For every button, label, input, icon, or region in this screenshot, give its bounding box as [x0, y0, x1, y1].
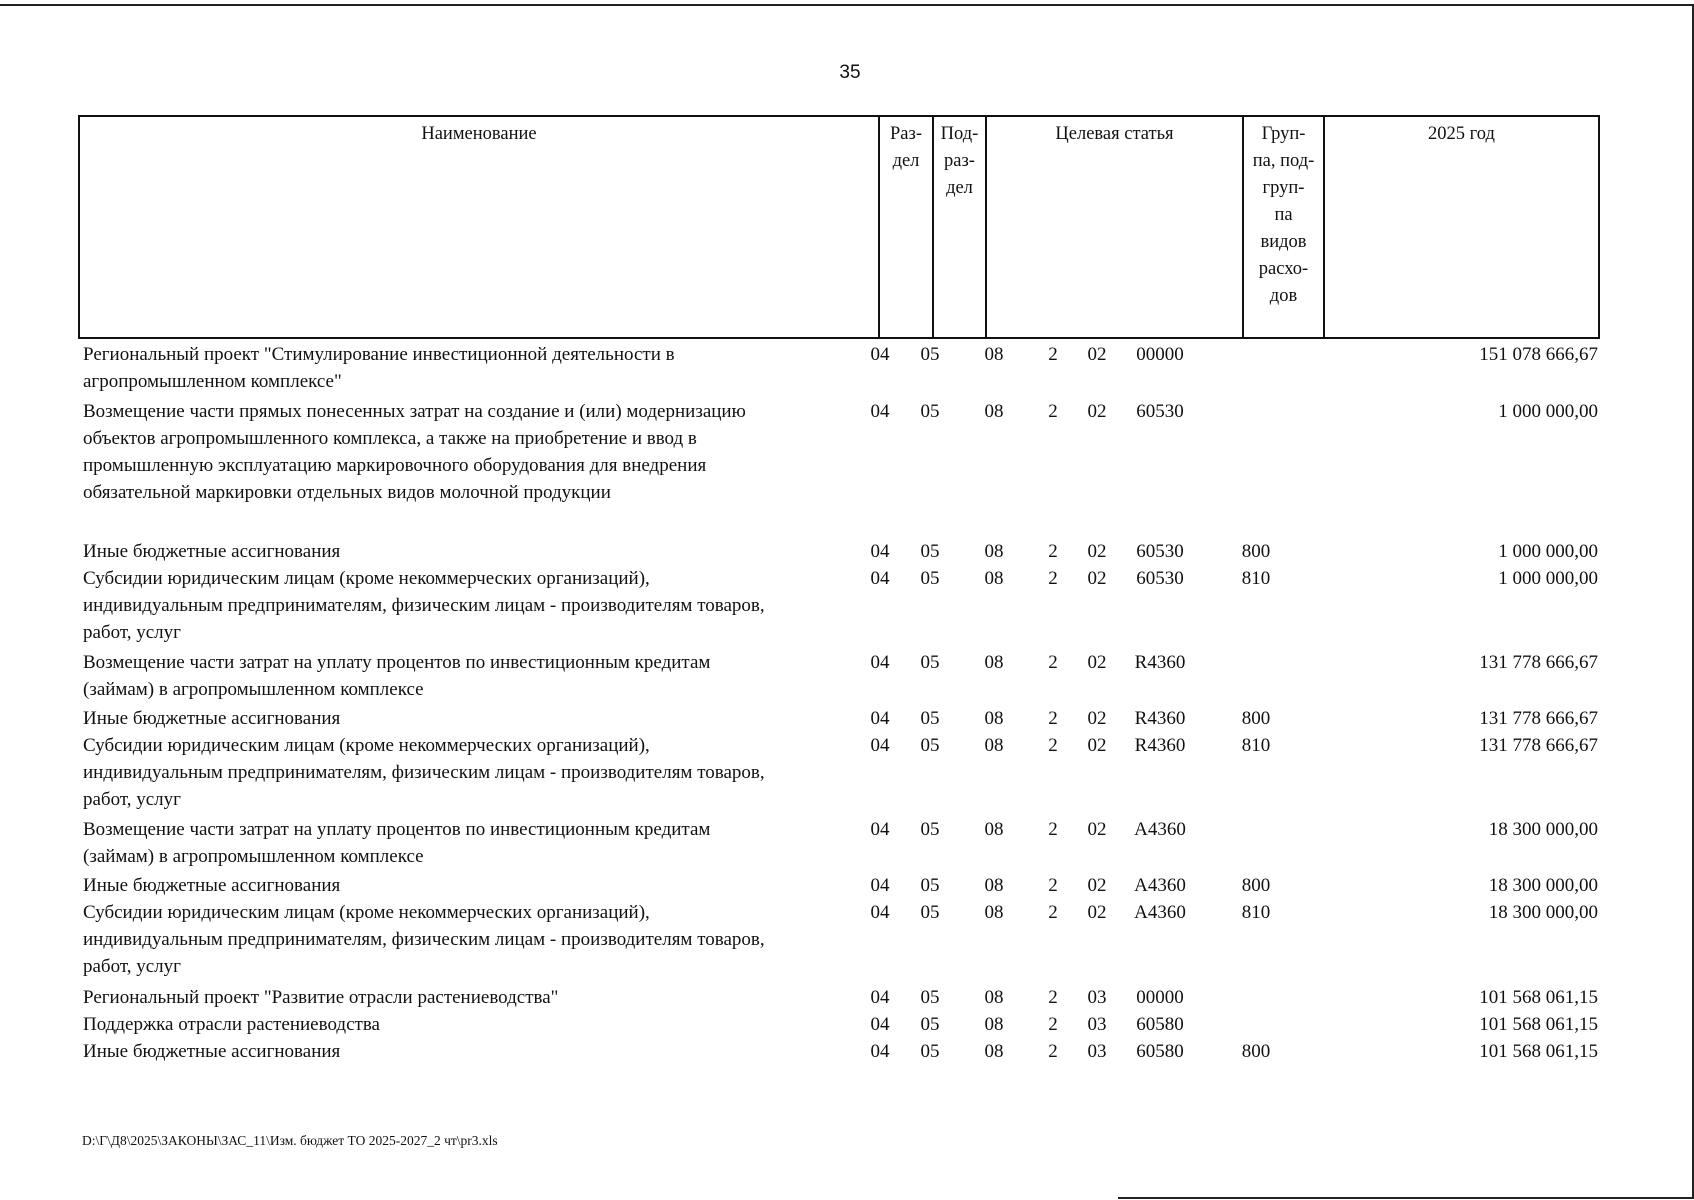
- cell-c1: 08: [984, 819, 1004, 840]
- row-name-line: Иные бюджетные ассигнования: [83, 708, 341, 729]
- row-name: [83, 984, 873, 1011]
- cell-amount: 18 300 000,00: [1488, 819, 1598, 840]
- header-group-line: груп-: [1262, 178, 1305, 198]
- row-name-line: Иные бюджетные ассигнования: [83, 1041, 341, 1062]
- cell-c3: 02: [1087, 401, 1107, 422]
- row-name: [83, 899, 873, 980]
- cell-c2: 2: [1048, 708, 1058, 729]
- header-name: [80, 117, 878, 337]
- row-name: [83, 341, 873, 395]
- cell-pr: 05: [920, 735, 940, 756]
- file-path-footer: D:\Г\Д8\2025\ЗАКОНЫ\ЗАС_11\Изм. бюджет ТО 2025-2027_2 чт\pr3.xls: [82, 1133, 498, 1148]
- row-name-line: агропромышленном комплексе": [83, 371, 342, 392]
- row-name: [83, 649, 873, 703]
- cell-amount: 101 568 061,15: [1479, 1014, 1598, 1035]
- cell-amount: 151 078 666,67: [1479, 344, 1598, 365]
- cell-c1: 08: [984, 541, 1004, 562]
- cell-c3: 02: [1087, 875, 1107, 896]
- cell-rz: 04: [870, 568, 890, 589]
- row-name-line: обязательной маркировки отдельных видов молочной продукции: [83, 482, 611, 503]
- scan-border-bottom: [1118, 1197, 1694, 1199]
- page-number: 35: [839, 62, 861, 83]
- cell-c4: R4360: [1134, 652, 1186, 673]
- row-name-line: (займам) в агропромышленном комплексе: [83, 846, 424, 867]
- row-name-line: промышленную эксплуатацию маркировочного оборудования для внедрения: [83, 455, 707, 476]
- cell-c1: 08: [984, 1041, 1004, 1062]
- cell-c3: 02: [1087, 652, 1107, 673]
- cell-c1: 08: [984, 987, 1004, 1008]
- cell-rz: 04: [870, 344, 890, 365]
- cell-c2: 2: [1048, 875, 1058, 896]
- cell-amount: 1 000 000,00: [1498, 568, 1598, 589]
- cell-amount: 101 568 061,15: [1479, 987, 1598, 1008]
- cell-rz: 04: [870, 875, 890, 896]
- row-name-line: (займам) в агропромышленном комплексе: [83, 679, 424, 700]
- cell-c3: 03: [1087, 1014, 1107, 1035]
- cell-c3: 02: [1087, 541, 1107, 562]
- row-name-line: индивидуальным предпринимателям, физическим лицам - производителям товаров,: [83, 929, 765, 950]
- row-name-line: Субсидии юридическим лицам (кроме некоммерческих организаций),: [83, 735, 650, 756]
- row-name-line: индивидуальным предпринимателям, физическим лицам - производителям товаров,: [83, 595, 765, 616]
- header-group-line: па: [1274, 205, 1293, 225]
- header-razdel-line: дел: [892, 151, 920, 171]
- cell-c4: 00000: [1136, 987, 1184, 1008]
- scan-border-top: [0, 4, 1694, 6]
- cell-c1: 08: [984, 344, 1004, 365]
- cell-rz: 04: [870, 652, 890, 673]
- row-name: [83, 1011, 873, 1038]
- cell-c4: 60530: [1136, 401, 1184, 422]
- cell-vr: 800: [1241, 875, 1271, 896]
- cell-c1: 08: [984, 401, 1004, 422]
- row-name-line: работ, услуг: [83, 622, 181, 643]
- cell-c4: 00000: [1136, 344, 1184, 365]
- cell-rz: 04: [870, 1014, 890, 1035]
- header-podrazdel-line: раз-: [944, 151, 975, 171]
- row-name: [83, 816, 873, 870]
- cell-c4: R4360: [1134, 735, 1186, 756]
- cell-c2: 2: [1048, 735, 1058, 756]
- cell-rz: 04: [870, 1041, 890, 1062]
- cell-c1: 08: [984, 735, 1004, 756]
- cell-c1: 08: [984, 568, 1004, 589]
- row-name-line: работ, услуг: [83, 789, 181, 810]
- cell-vr: 810: [1241, 568, 1271, 589]
- cell-c1: 08: [984, 708, 1004, 729]
- cell-c3: 02: [1087, 568, 1107, 589]
- cell-amount: 18 300 000,00: [1488, 902, 1598, 923]
- cell-amount: 131 778 666,67: [1479, 652, 1598, 673]
- cell-c4: 60530: [1136, 568, 1184, 589]
- row-name-line: Иные бюджетные ассигнования: [83, 541, 341, 562]
- table-header: [78, 115, 1600, 339]
- cell-amount: 101 568 061,15: [1479, 1041, 1598, 1062]
- cell-rz: 04: [870, 541, 890, 562]
- header-year-label: 2025 год: [1428, 124, 1495, 144]
- cell-c4: A4360: [1134, 819, 1186, 840]
- header-year: [1323, 117, 1598, 337]
- row-name-line: работ, услуг: [83, 956, 181, 977]
- header-podrazdel-line: Под-: [940, 124, 979, 144]
- row-name-line: Поддержка отрасли растениеводства: [83, 1014, 380, 1035]
- cell-amount: 18 300 000,00: [1488, 875, 1598, 896]
- cell-rz: 04: [870, 735, 890, 756]
- row-name-line: Субсидии юридическим лицам (кроме некоммерческих организаций),: [83, 568, 650, 589]
- cell-vr: 800: [1241, 1041, 1271, 1062]
- cell-rz: 04: [870, 987, 890, 1008]
- row-name: [83, 398, 873, 506]
- cell-pr: 05: [920, 344, 940, 365]
- row-name: [83, 1038, 873, 1065]
- cell-c2: 2: [1048, 652, 1058, 673]
- header-razdel-line: Раз-: [890, 124, 922, 144]
- row-name-line: объектов агропромышленного комплекса, а также на приобретение и ввод в: [83, 428, 697, 449]
- row-name-line: Возмещение части затрат на уплату процентов по инвестиционным кредитам: [83, 819, 711, 840]
- cell-pr: 05: [920, 819, 940, 840]
- cell-c3: 03: [1087, 1041, 1107, 1062]
- cell-pr: 05: [920, 987, 940, 1008]
- cell-c3: 02: [1087, 708, 1107, 729]
- cell-c2: 2: [1048, 401, 1058, 422]
- cell-pr: 05: [920, 708, 940, 729]
- header-group-line: расхо-: [1258, 259, 1309, 279]
- row-name-line: Иные бюджетные ассигнования: [83, 875, 341, 896]
- cell-c4: R4360: [1134, 708, 1186, 729]
- cell-c1: 08: [984, 875, 1004, 896]
- cell-c2: 2: [1048, 1041, 1058, 1062]
- cell-rz: 04: [870, 902, 890, 923]
- cell-pr: 05: [920, 902, 940, 923]
- cell-c2: 2: [1048, 1014, 1058, 1035]
- cell-c2: 2: [1048, 344, 1058, 365]
- header-razdel: [878, 117, 932, 337]
- cell-pr: 05: [920, 1041, 940, 1062]
- cell-amount: 131 778 666,67: [1479, 708, 1598, 729]
- row-name-line: Региональный проект "Стимулирование инвестиционной деятельности в: [83, 344, 675, 365]
- header-group-line: Груп-: [1261, 124, 1306, 144]
- cell-pr: 05: [920, 652, 940, 673]
- header-group-line: па, под-: [1252, 151, 1315, 171]
- cell-amount: 131 778 666,67: [1479, 735, 1598, 756]
- row-name: [83, 705, 873, 732]
- cell-c2: 2: [1048, 987, 1058, 1008]
- row-name-line: Субсидии юридическим лицам (кроме некоммерческих организаций),: [83, 902, 650, 923]
- cell-pr: 05: [920, 401, 940, 422]
- cell-pr: 05: [920, 875, 940, 896]
- cell-c4: 60530: [1136, 541, 1184, 562]
- cell-c4: 60580: [1136, 1014, 1184, 1035]
- cell-pr: 05: [920, 568, 940, 589]
- cell-c3: 03: [1087, 987, 1107, 1008]
- cell-vr: 810: [1241, 902, 1271, 923]
- header-podrazdel-line: дел: [946, 178, 973, 198]
- header-group-line: дов: [1269, 286, 1298, 306]
- cell-pr: 05: [920, 541, 940, 562]
- cell-rz: 04: [870, 819, 890, 840]
- cell-c4: A4360: [1134, 902, 1186, 923]
- header-target-article: [985, 117, 1242, 337]
- cell-amount: 1 000 000,00: [1498, 401, 1598, 422]
- cell-c3: 02: [1087, 735, 1107, 756]
- header-podrazdel: [932, 117, 985, 337]
- cell-pr: 05: [920, 1014, 940, 1035]
- cell-c2: 2: [1048, 902, 1058, 923]
- row-name: [83, 872, 873, 899]
- cell-vr: 810: [1241, 735, 1271, 756]
- cell-vr: 800: [1241, 541, 1271, 562]
- cell-c1: 08: [984, 1014, 1004, 1035]
- row-name-line: Возмещение части прямых понесенных затрат на создание и (или) модернизацию: [83, 401, 746, 422]
- row-name: [83, 538, 873, 565]
- row-name-line: Возмещение части затрат на уплату процентов по инвестиционным кредитам: [83, 652, 711, 673]
- cell-c1: 08: [984, 902, 1004, 923]
- row-name-line: индивидуальным предпринимателям, физическим лицам - производителям товаров,: [83, 762, 765, 783]
- cell-c2: 2: [1048, 568, 1058, 589]
- cell-vr: 800: [1241, 708, 1271, 729]
- cell-c1: 08: [984, 652, 1004, 673]
- cell-c2: 2: [1048, 541, 1058, 562]
- cell-c4: A4360: [1134, 875, 1186, 896]
- cell-c3: 02: [1087, 819, 1107, 840]
- cell-rz: 04: [870, 708, 890, 729]
- cell-rz: 04: [870, 401, 890, 422]
- header-group: [1242, 117, 1323, 337]
- cell-amount: 1 000 000,00: [1498, 541, 1598, 562]
- header-group-line: видов: [1260, 232, 1307, 252]
- cell-c3: 02: [1087, 902, 1107, 923]
- row-name-line: Региональный проект "Развитие отрасли растениеводства": [83, 987, 559, 1008]
- header-name-label: Наименование: [421, 124, 537, 144]
- header-target-article-label: Целевая статья: [1055, 124, 1174, 144]
- row-name: [83, 565, 873, 646]
- cell-c2: 2: [1048, 819, 1058, 840]
- row-name: [83, 732, 873, 813]
- cell-c3: 02: [1087, 344, 1107, 365]
- cell-c4: 60580: [1136, 1041, 1184, 1062]
